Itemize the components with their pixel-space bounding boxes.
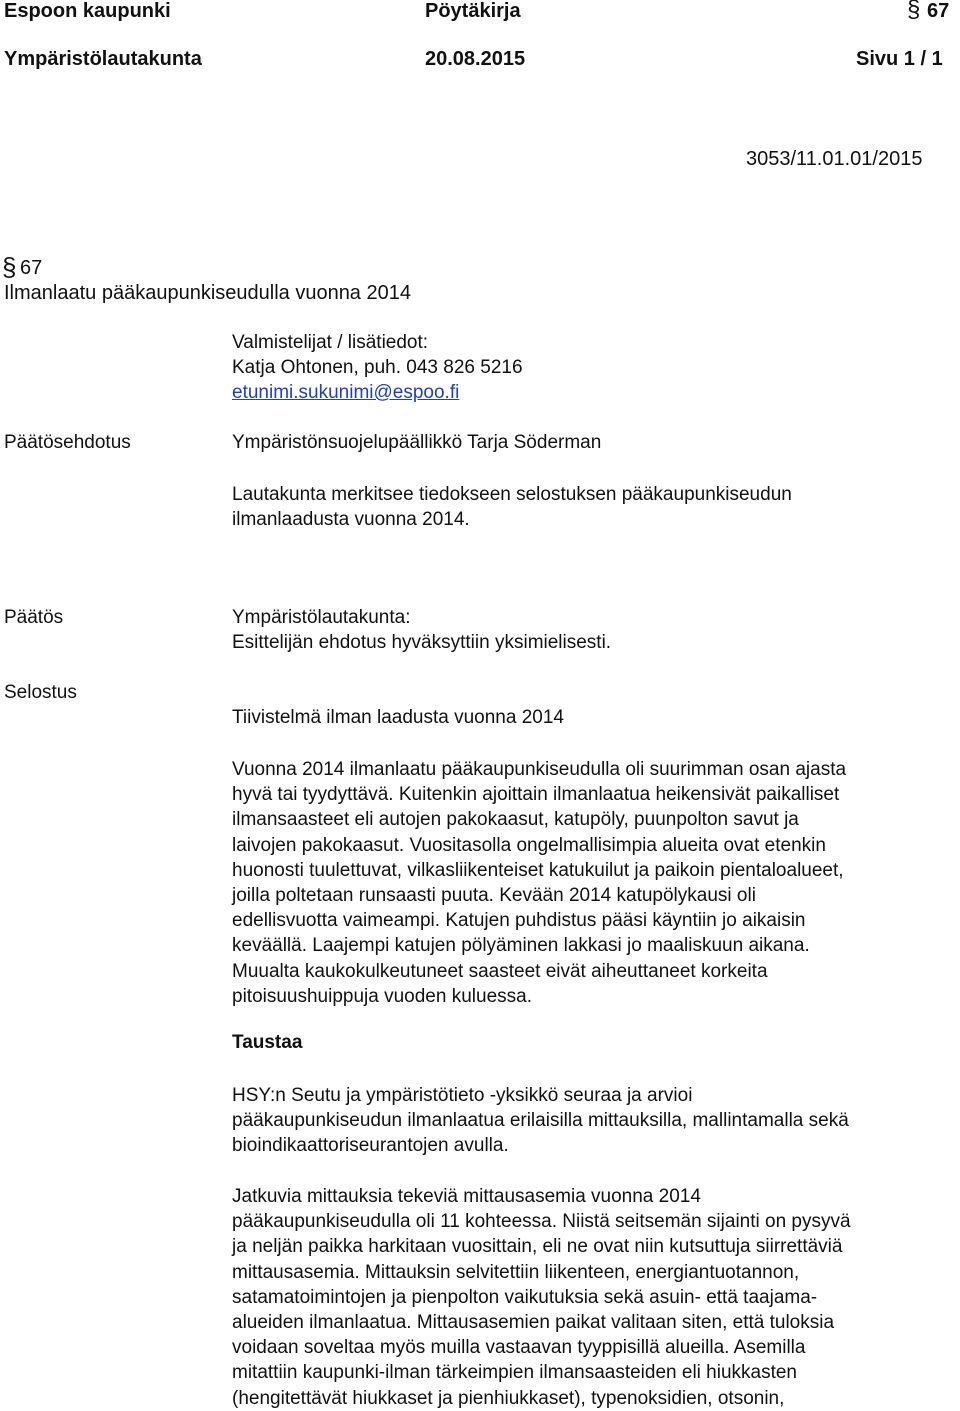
meeting-date: 20.08.2015 — [425, 48, 526, 70]
summary-line: joilla poltetaan runsaasti puuta. Kevään 2014 katupölykausi oli — [232, 885, 756, 907]
summary-paragraph — [232, 757, 952, 1009]
item-title: Ilmanlaatu pääkaupunkiseudulla vuonna 2014 — [4, 282, 411, 304]
item-number: 67 — [20, 257, 43, 279]
proposal-heading: Päätösehdotus — [4, 432, 131, 453]
decision-heading: Päätös — [4, 607, 64, 628]
stations-line: (hengitettävät hiukkaset ja pienhiukkaset), typenoksidien, otsonin, — [232, 1387, 785, 1409]
proposal-line: Lautakunta merkitsee tiedokseen selostuksen pääkaupunkiseudun — [232, 484, 792, 505]
preparer-email-link[interactable]: etunimi.sukunimi@espoo.fi — [232, 382, 460, 403]
stations-line: voidaan soveltaa myös muilla vastaavan tyyppisillä alueilla. Asemilla — [232, 1337, 806, 1359]
background-title: Taustaa — [232, 1032, 303, 1053]
decision-body: Ympäristölautakunta: — [232, 607, 411, 628]
section-sign: § — [907, 0, 921, 23]
document-type: Pöytäkirja — [425, 0, 521, 22]
city-name: Espoon kaupunki — [4, 0, 171, 22]
summary-line: Vuonna 2014 ilmanlaatu pääkaupunkiseudulla oli suurimman osan ajasta — [232, 759, 847, 780]
stations-line: pääkaupunkiseudulla oli 11 kohteessa. Niistä seitsemän sijainti on pysyvä — [232, 1211, 851, 1233]
board-name: Ympäristölautakunta — [4, 48, 202, 70]
stations-paragraph — [232, 1184, 952, 1411]
summary-line: pitoisuushuippuja vuoden kuluessa. — [232, 985, 532, 1007]
background-paragraph — [232, 1083, 952, 1159]
preparers-label: Valmistelijat / lisätiedot: — [232, 332, 429, 353]
summary-line: edellisvuotta vaimeampi. Katujen puhdistus pääsi käyntiin jo aikaisin — [232, 910, 806, 932]
stations-line: mitattiin kaupunki-ilman tärkeimpien ilmansaasteiden eli hiukkasten — [232, 1362, 797, 1384]
summary-line: Muualta kaukokulkeutuneet saasteet eivät aiheuttaneet korkeita — [232, 960, 768, 982]
background-line: HSY:n Seutu ja ympäristötieto -yksikkö seuraa ja arvioi — [232, 1085, 693, 1106]
summary-line: huonosti tuulettuvat, vilkasliikenteiset katukuilut ja paikoin pientaloalueet, — [232, 859, 844, 881]
summary-line: hyvä tai tyydyttävä. Kuitenkin ajoittain ilmanlaatua heikensivät paikalliset — [232, 784, 840, 806]
preparer-contact: Katja Ohtonen, puh. 043 826 5216 — [232, 357, 523, 378]
summary-line: keväällä. Laajempi katujen pölyäminen lakkasi jo maaliskuun aikana. — [232, 935, 810, 957]
stations-line: Jatkuvia mittauksia tekeviä mittausasemia vuonna 2014 — [232, 1186, 701, 1207]
background-line: bioindikaattoriseurantojen avulla. — [232, 1135, 509, 1157]
page-indicator: Sivu 1 / 1 — [856, 48, 943, 70]
proposal-presenter: Ympäristönsuojelupäällikkö Tarja Söderman — [232, 432, 602, 453]
stations-line: satamatoimintojen ja pienpolton vaikutuksia sekä asuin- että taajama- — [232, 1286, 818, 1308]
summary-title: Tiivistelmä ilman laadusta vuonna 2014 — [232, 707, 564, 728]
header-section-number: 67 — [927, 0, 950, 22]
report-heading: Selostus — [4, 682, 77, 703]
summary-line: ilmansaasteet eli autojen pakokaasut, katupöly, puunpolton savut ja — [232, 809, 799, 831]
summary-line: laivojen pakokaasut. Vuositasolla ongelmallisimpia alueita ovat etenkin — [232, 834, 826, 856]
decision-result: Esittelijän ehdotus hyväksyttiin yksimielisesti. — [232, 632, 612, 653]
item-section-sign: § — [2, 252, 17, 282]
case-id: 3053/11.01.01/2015 — [746, 148, 923, 170]
background-line: pääkaupunkiseudun ilmanlaatua erilaisilla mittauksilla, mallintamalla sekä — [232, 1110, 849, 1132]
proposal-text — [232, 482, 952, 532]
stations-line: ja neljän paikka harkitaan vuosittain, eli ne ovat niin kutsuttuja siirrettäviä — [232, 1236, 843, 1258]
stations-line: mittausasemia. Mittauksin selvitettiin liikenteen, energiantuotannon, — [232, 1261, 800, 1283]
proposal-line: ilmanlaadusta vuonna 2014. — [232, 509, 470, 531]
stations-line: alueiden ilmanlaatua. Mittausasemien paikat valitaan siten, että tuloksia — [232, 1312, 835, 1334]
